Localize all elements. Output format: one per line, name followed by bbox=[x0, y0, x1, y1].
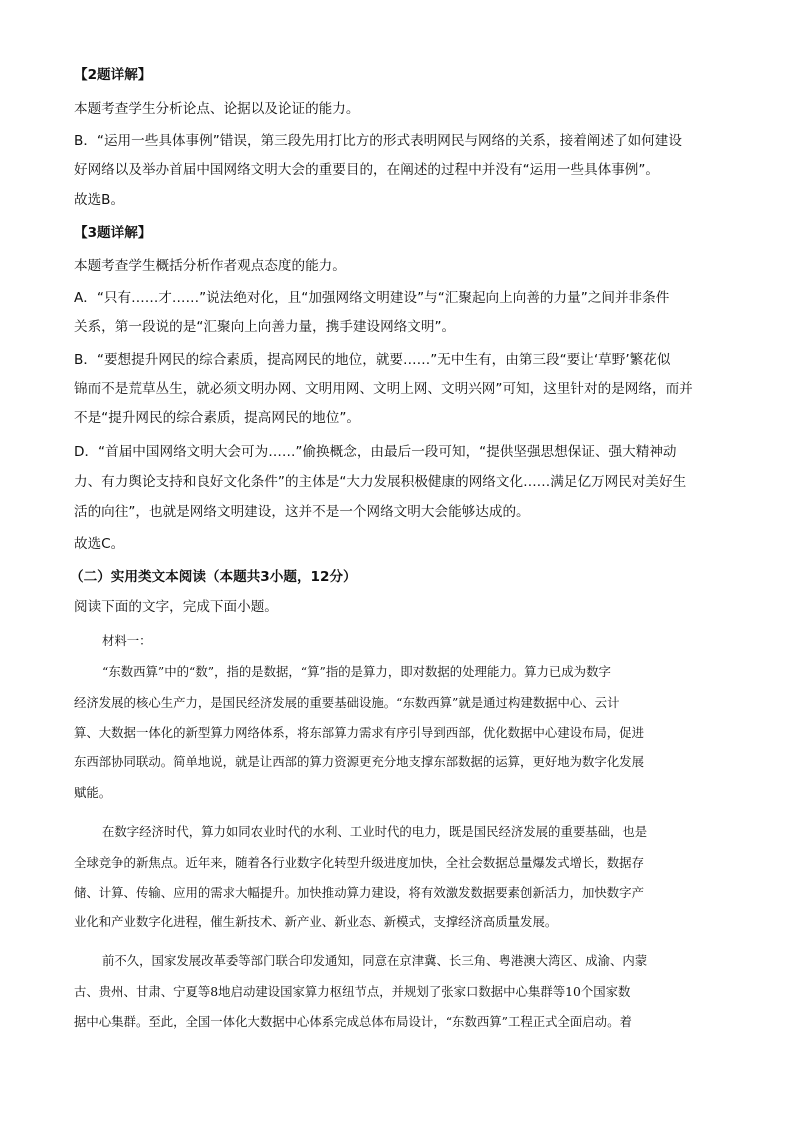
q3-line-4: B．“要想提升网民的综合素质，提高网民的地位，就要……”无中生有，由第三段“要让‘草野’繁花似 bbox=[74, 352, 671, 368]
q2-line-2: B．“运用一些具体事例”错误，第三段先用打比方的形式表明网民与网络的关系，接着阐述了如何建设 bbox=[74, 133, 682, 149]
q3-line-7: D．“首届中国网络文明大会可为……”偷换概念，由最后一段可知，“提供坚强思想保证、强大精神动 bbox=[74, 444, 677, 460]
material-line-8: 储、计算、传输、应用的需求大幅提升。加快推动算力建设，将有效激发数据要素创新活力，加快数字产 bbox=[74, 885, 644, 900]
q3-heading: 【3题详解】 bbox=[74, 225, 152, 241]
material-line-11: 古、贵州、甘肃、宁夏等8地启动建设国家算力枢纽节点，并规划了张家口数据中心集群等10个国家数 bbox=[74, 984, 631, 999]
q2-line-4: 故选B。 bbox=[74, 192, 125, 208]
material-line-6: 在数字经济时代，算力如同农业时代的水利、工业时代的电力，既是国民经济发展的重要基础，也是 bbox=[102, 824, 648, 839]
q3-line-3: 关系，第一段说的是“汇聚向上向善力量，携手建设网络文明”。 bbox=[74, 319, 456, 335]
material-line-5: 赋能。 bbox=[74, 785, 112, 800]
q3-line-9: 活的向往”，也就是网络文明建设，这并不是一个网络文明大会能够达成的。 bbox=[74, 504, 530, 520]
q3-line-1: 本题考查学生概括分析作者观点态度的能力。 bbox=[74, 258, 346, 274]
section-intro: 阅读下面的文字，完成下面小题。 bbox=[74, 599, 278, 615]
q3-line-10: 故选C。 bbox=[74, 536, 125, 552]
material-line-12: 据中心集群。至此，全国一体化大数据中心体系完成总体布局设计，“东数西算”工程正式全面启动。着 bbox=[74, 1014, 632, 1029]
material-line-9: 业化和产业数字化进程，催生新技术、新产业、新业态、新模式，支撑经济高质量发展。 bbox=[74, 914, 558, 929]
q2-heading: 【2题详解】 bbox=[74, 67, 152, 83]
q3-line-8: 力、有力舆论支持和良好文化条件”的主体是“大力发展积极健康的网络文化……满足亿万网民对美好生 bbox=[74, 474, 687, 490]
q3-line-6: 不是“提升网民的综合素质，提高网民的地位”。 bbox=[74, 410, 360, 426]
material-line-2: 经济发展的核心生产力，是国民经济发展的重要基础设施。“东数西算”就是通过构建数据中心、云计 bbox=[74, 695, 620, 710]
material-label: 材料一： bbox=[102, 633, 152, 648]
material-line-7: 全球竞争的新焦点。近年来，随着各行业数字化转型升级进度加快，全社会数据总量爆发式增长，数据存 bbox=[74, 855, 644, 870]
material-line-3: 算、大数据一体化的新型算力网络体系，将东部算力需求有序引导到西部，优化数据中心建设布局，促进 bbox=[74, 725, 644, 740]
material-line-4: 东西部协同联动。简单地说，就是让西部的算力资源更充分地支撑东部数据的运算，更好地为数字化发展 bbox=[74, 754, 644, 769]
q2-line-3: 好网络以及举办首届中国网络文明大会的重要目的，在阐述的过程中并没有“运用一些具体事例”。 bbox=[74, 162, 660, 178]
material-line-10: 前不久，国家发展改革委等部门联合印发通知，同意在京津冀、长三角、粤港澳大湾区、成渝、内蒙 bbox=[102, 953, 648, 968]
material-line-1: “东数西算”中的“数”，指的是数据，“算”指的是算力，即对数据的处理能力。算力已成为数字 bbox=[102, 664, 611, 679]
q3-line-5: 锦而不是荒草丛生，就必须文明办网、文明用网、文明上网、文明兴网”可知，这里针对的是网络，而并 bbox=[74, 381, 693, 397]
section-heading: （二）实用类文本阅读（本题共3小题，12分） bbox=[70, 569, 357, 585]
q3-line-2: A．“只有……才……”说法绝对化，且“加强网络文明建设”与“汇聚起向上向善的力量”之间并非条件 bbox=[74, 290, 670, 306]
q2-line-1: 本题考查学生分析论点、论据以及论证的能力。 bbox=[74, 101, 360, 117]
